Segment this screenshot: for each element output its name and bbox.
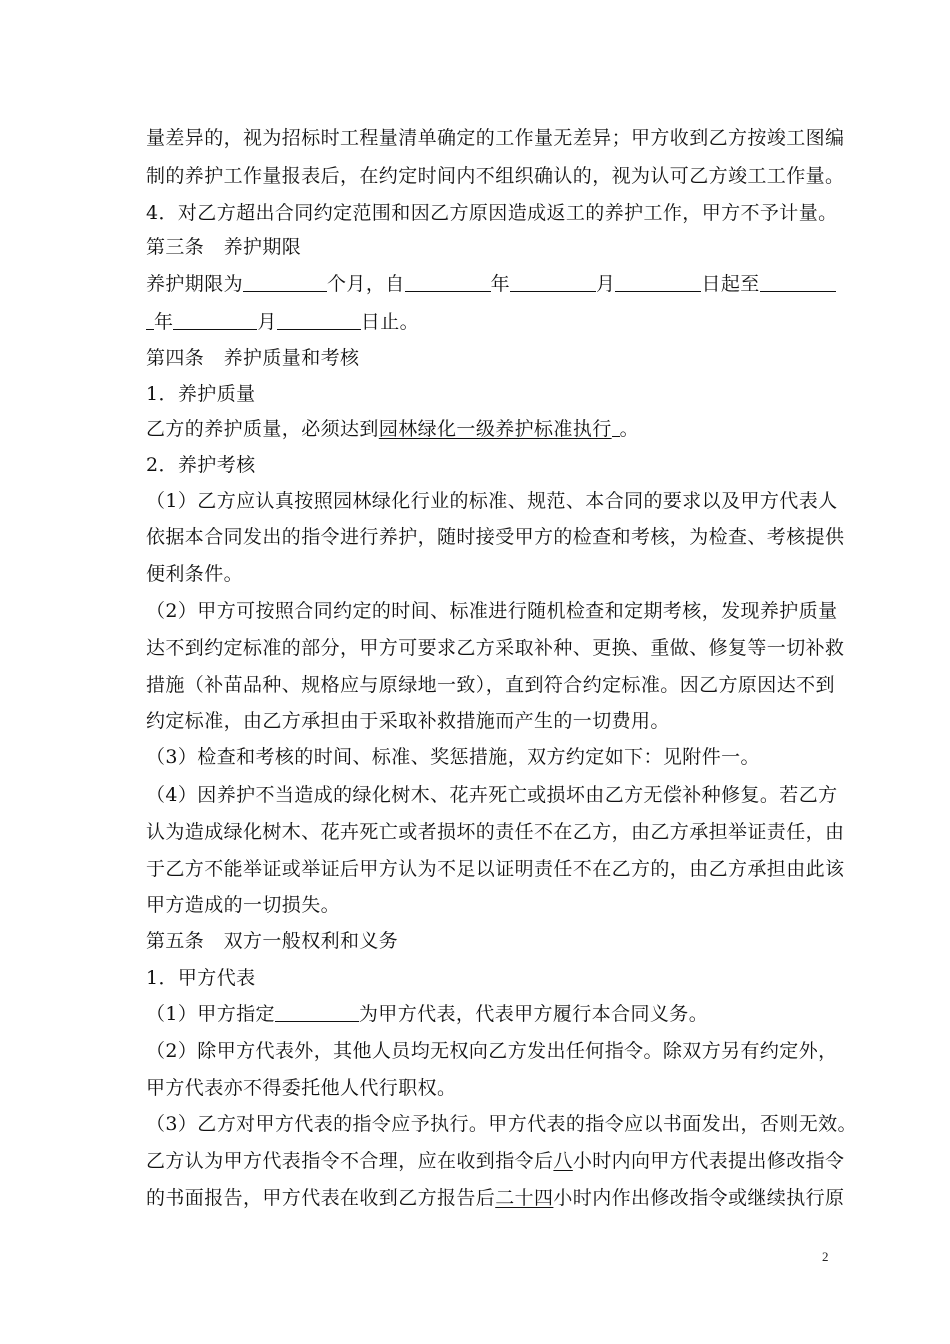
text-span: 乙方的养护质量，必须达到 bbox=[146, 418, 379, 440]
text-span: （1）甲方指定 bbox=[146, 1003, 275, 1025]
paragraph-line: 认为造成绿化树木、花卉死亡或者损坏的责任不在乙方，由乙方承担举证责任，由 bbox=[146, 821, 845, 843]
term-line bbox=[146, 272, 846, 296]
section-heading: 1．甲方代表 bbox=[146, 967, 256, 989]
paragraph-line bbox=[146, 1002, 846, 1026]
text-span: 月 bbox=[596, 273, 616, 295]
paragraph-line: （2）除甲方代表外，其他人员均无权向乙方发出任何指令。除双方另有约定外， bbox=[146, 1040, 838, 1062]
article-heading: 第五条 双方一般权利和义务 bbox=[146, 930, 399, 952]
paragraph-line: 约定标准，由乙方承担由于采取补救措施而产生的一切费用。 bbox=[146, 710, 670, 732]
paragraph-line bbox=[146, 1149, 846, 1173]
paragraph-line: 制的养护工作量报表后，在约定时间内不组织确认的，视为认可乙方竣工工作量。 bbox=[146, 165, 845, 187]
paragraph-line: （3）检查和考核的时间、标准、奖惩措施，双方约定如下：见附件一。 bbox=[146, 746, 760, 768]
fill-blank bbox=[405, 273, 491, 292]
fill-blank bbox=[146, 311, 154, 330]
paragraph-line bbox=[146, 417, 846, 441]
paragraph-line: （3）乙方对甲方代表的指令应予执行。甲方代表的指令应以书面发出，否则无效。 bbox=[146, 1113, 857, 1135]
text-span: 的书面报告，甲方代表在收到乙方报告后 bbox=[146, 1187, 496, 1209]
fill-blank bbox=[277, 311, 361, 330]
text-span: 养护期限为 bbox=[146, 273, 244, 295]
text-span: 小时内向甲方代表提出修改指令 bbox=[572, 1150, 845, 1172]
paragraph-line: 甲方造成的一切损失。 bbox=[146, 894, 341, 916]
paragraph-line bbox=[146, 1186, 846, 1210]
paragraph-line: （4）因养护不当造成的绿化树木、花卉死亡或损坏由乙方无偿补种修复。若乙方 bbox=[146, 784, 838, 806]
fill-blank bbox=[173, 311, 257, 330]
underlined-text: 八 bbox=[553, 1150, 573, 1172]
fill-blank bbox=[510, 273, 596, 292]
article-heading: 第三条 养护期限 bbox=[146, 236, 302, 258]
text-span: 小时内作出修改指令或继续执行原 bbox=[553, 1187, 845, 1209]
fill-blank bbox=[760, 273, 836, 292]
text-span: 日止。 bbox=[360, 311, 420, 333]
section-heading: 2．养护考核 bbox=[146, 454, 256, 476]
paragraph-line: 便利条件。 bbox=[146, 563, 244, 585]
paragraph-line: （1）乙方应认真按照园林绿化行业的标准、规范、本合同的要求以及甲方代表人 bbox=[146, 490, 838, 512]
paragraph-line: 于乙方不能举证或举证后甲方认为不足以证明责任不在乙方的，由乙方承担由此该 bbox=[146, 858, 845, 880]
fill-blank bbox=[612, 418, 620, 437]
paragraph-line: 甲方代表亦不得委托他人代行职权。 bbox=[146, 1077, 457, 1099]
paragraph-line: 达不到约定标准的部分，甲方可要求乙方采取补种、更换、重做、修复等一切补救 bbox=[146, 637, 845, 659]
paragraph-line: 措施（补苗品种、规格应与原绿地一致），直到符合约定标准。因乙方原因达不到 bbox=[146, 674, 835, 696]
text-span: 日起至 bbox=[701, 273, 760, 295]
text-span: 乙方认为甲方代表指令不合理，应在收到指令后 bbox=[146, 1150, 554, 1172]
paragraph-line: （2）甲方可按照合同约定的时间、标准进行随机检查和定期考核，发现养护质量 bbox=[146, 600, 838, 622]
underlined-text: 二十四 bbox=[495, 1187, 554, 1209]
text-span: 年 bbox=[490, 273, 511, 295]
fill-blank bbox=[243, 273, 327, 292]
text-span: 年 bbox=[154, 311, 174, 333]
text-span: 月 bbox=[257, 311, 277, 333]
article-heading: 第四条 养护质量和考核 bbox=[146, 347, 360, 369]
term-line bbox=[146, 310, 846, 334]
paragraph-line: 依据本合同发出的指令进行养护，随时接受甲方的检查和考核，为检查、考核提供 bbox=[146, 526, 845, 548]
text-span: 。 bbox=[619, 418, 640, 440]
underlined-text: 园林绿化一级养护标准执行 bbox=[378, 418, 612, 440]
text-span: 为甲方代表，代表甲方履行本合同义务。 bbox=[358, 1003, 709, 1025]
fill-blank bbox=[275, 1003, 359, 1022]
paragraph-line: 4．对乙方超出合同约定范围和因乙方原因造成返工的养护工作，甲方不予计量。 bbox=[146, 202, 838, 224]
paragraph-line: 量差异的，视为招标时工程量清单确定的工作量无差异；甲方收到乙方按竣工图编 bbox=[146, 127, 845, 149]
fill-blank bbox=[615, 273, 701, 292]
page-number: 2 bbox=[822, 1249, 829, 1264]
section-heading: 1．养护质量 bbox=[146, 383, 256, 405]
text-span: 个月，自 bbox=[327, 273, 405, 295]
